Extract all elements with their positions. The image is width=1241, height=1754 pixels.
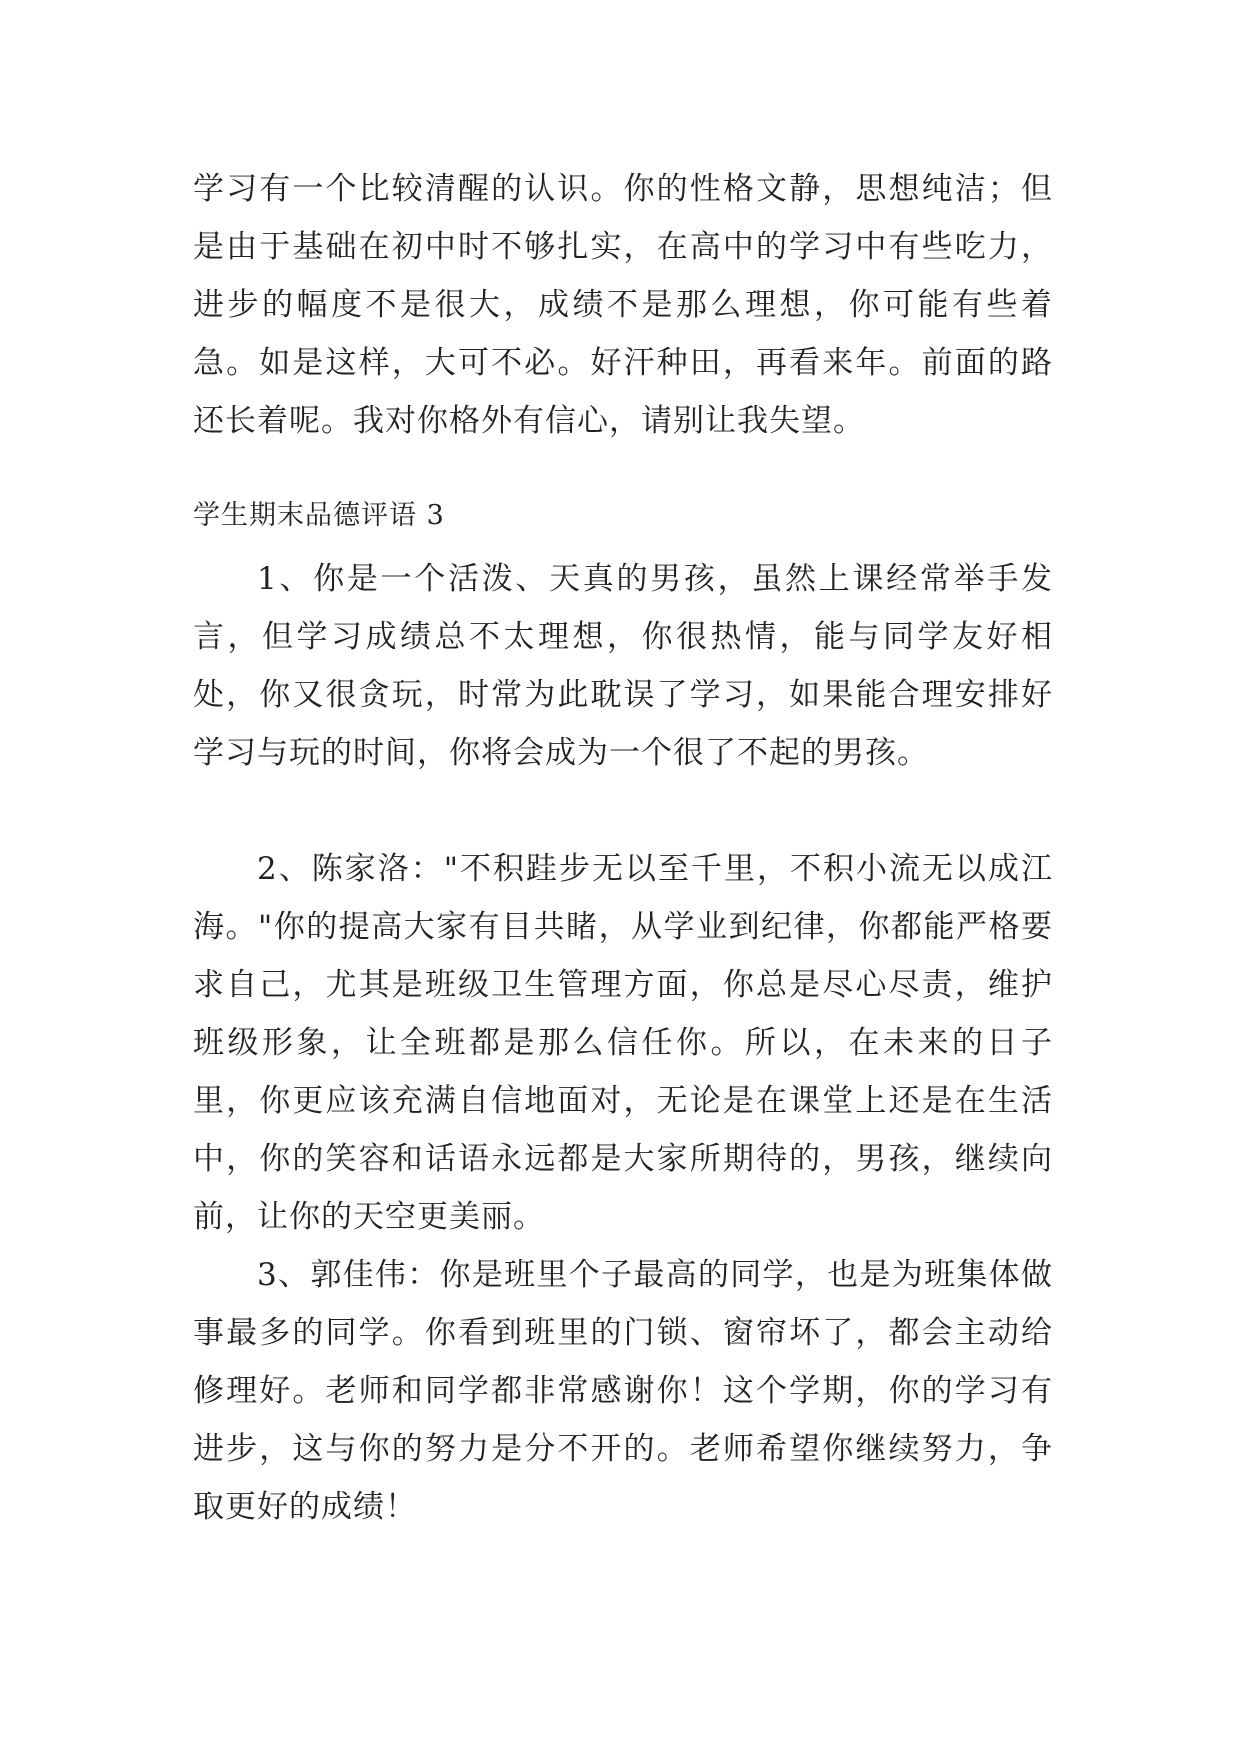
intro-paragraph: 学习有一个比较清醒的认识。你的性格文静，思想纯洁；但是由于基础在初中时不够扎实，在高中的学习中有些吃力，进步的幅度不是很大，成绩不是那么理想，你可能有些着急。如是这样，大可不必。好汗种田，再看来年。前面的路还长着呢。我对你格外有信心，请别让我失望。: [193, 171, 1053, 439]
document-page: [193, 160, 1053, 1536]
comment-paragraph-2: 2、陈家洛："不积跬步无以至千里，不积小流无以成江海。"你的提高大家有目共睹，从学业到纪律，你都能严格要求自己，尤其是班级卫生管理方面，你总是尽心尽责，维护班级形象，让全班都是那么信任你。所以，在未来的日子里，你更应该充满自信地面对，无论是在课堂上还是在生活中，你的笑容和话语永远都是大家所期待的，男孩，继续向前，让你的天空更美丽。: [193, 851, 1053, 1235]
comment-paragraph-3: 3、郭佳伟：你是班里个子最高的同学，也是为班集体做事最多的同学。你看到班里的门锁、窗帘坏了，都会主动给修理好。老师和同学都非常感谢你！这个学期，你的学习有进步，这与你的努力是分不开的。老师希望你继续努力，争取更好的成绩！: [193, 1257, 1053, 1525]
comment-paragraph-1: 1、你是一个活泼、天真的男孩，虽然上课经常举手发言，但学习成绩总不太理想，你很热情，能与同学友好相处，你又很贪玩，时常为此耽误了学习，如果能合理安排好学习与玩的时间，你将会成为一个很了不起的男孩。: [193, 561, 1053, 771]
section-heading: 学生期末品德评语 3: [193, 500, 445, 531]
